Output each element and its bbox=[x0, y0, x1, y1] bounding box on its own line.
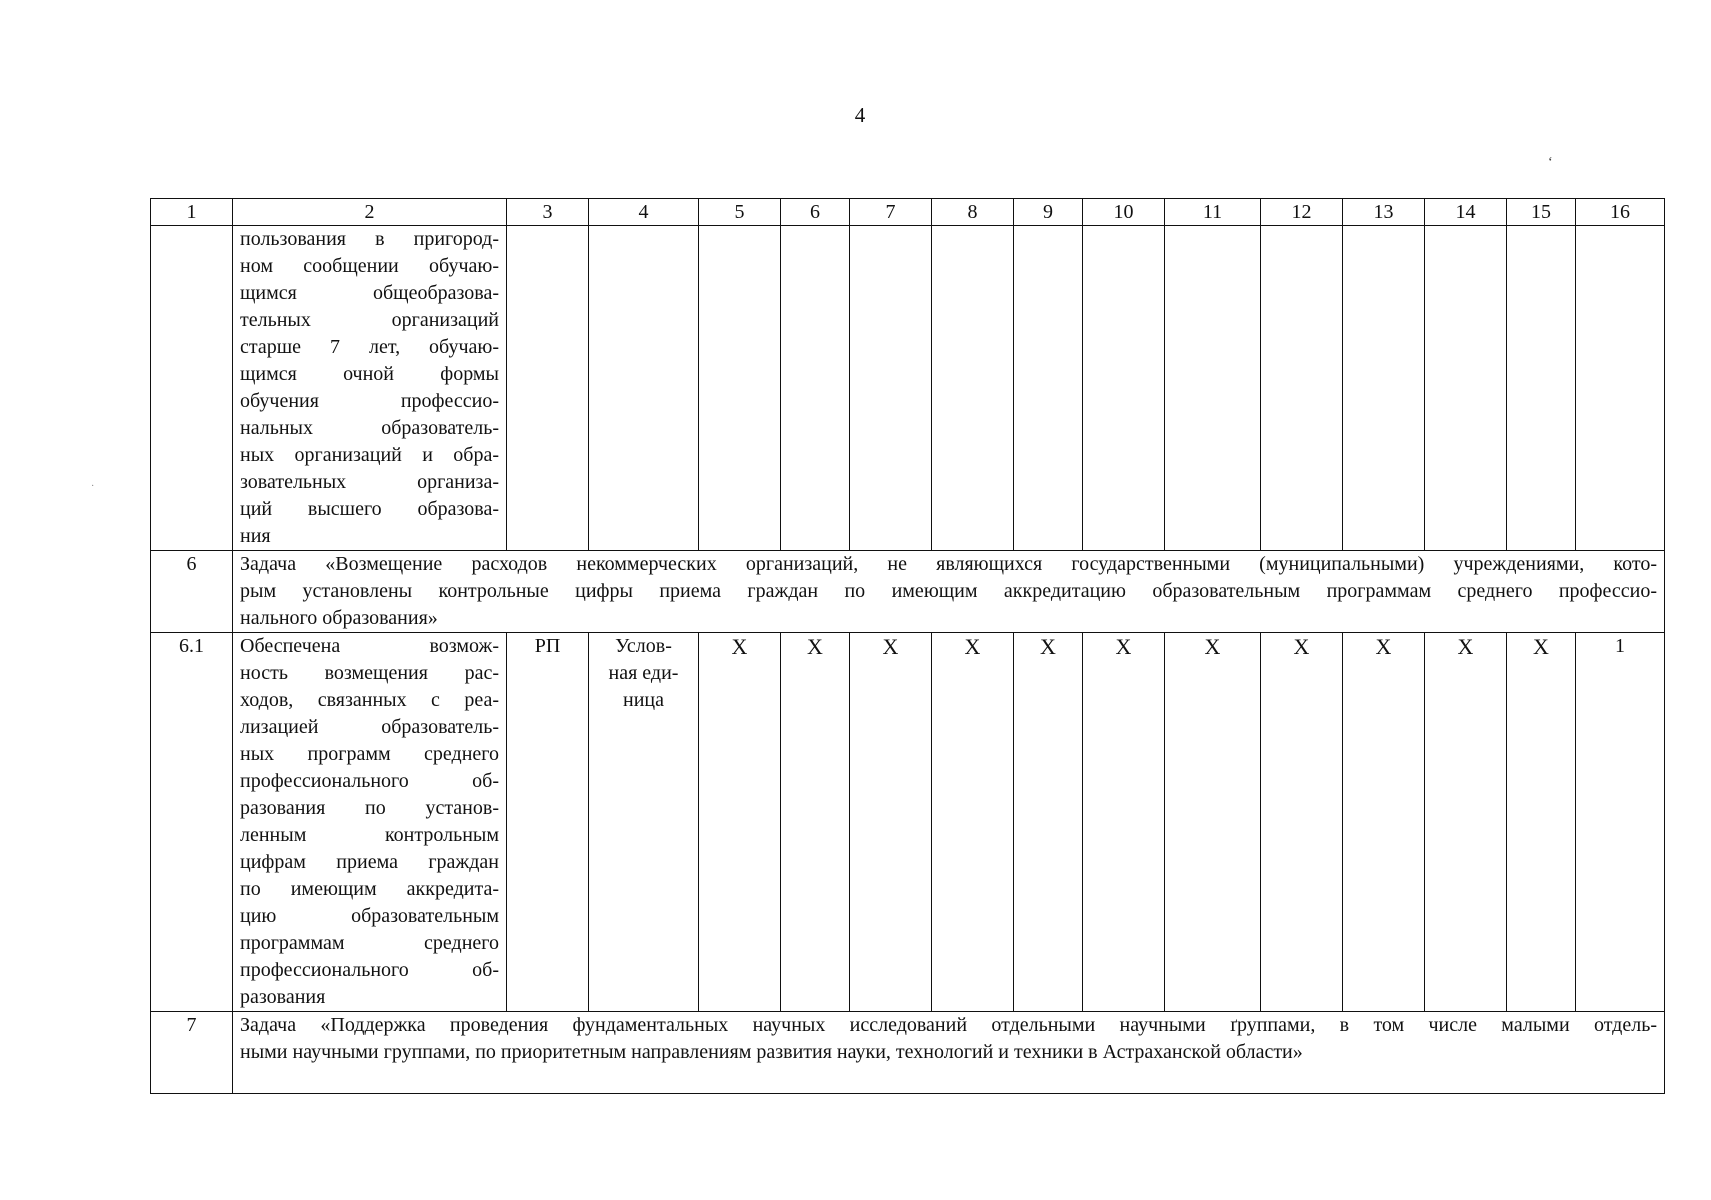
header-cell: 9 bbox=[1014, 199, 1083, 226]
empty-cell bbox=[1507, 226, 1576, 551]
plan-table bbox=[150, 198, 1665, 1094]
empty-cell bbox=[699, 226, 781, 551]
header-cell: 2 bbox=[233, 199, 507, 226]
text-line: зовательных организа- bbox=[240, 471, 499, 493]
text-line: ными научными группами, по приоритетным направлениям развития науки, технологий и техники в Астраханской области» bbox=[240, 1041, 1303, 1063]
mark-cell: Х bbox=[1343, 633, 1425, 1012]
mark-cell: Х bbox=[1261, 633, 1343, 1012]
header-cell: 14 bbox=[1425, 199, 1507, 226]
empty-cell bbox=[850, 226, 932, 551]
empty-cell bbox=[1425, 226, 1507, 551]
empty-cell bbox=[1576, 226, 1665, 551]
text-line: ном сообщении обучаю- bbox=[240, 255, 499, 277]
indicator-text-cell bbox=[233, 633, 507, 1012]
header-cell: 12 bbox=[1261, 199, 1343, 226]
header-cell: 7 bbox=[850, 199, 932, 226]
task-text-cell bbox=[233, 551, 1665, 633]
text-line: по имеющим аккредита- bbox=[240, 878, 499, 900]
text-line: профессионального об- bbox=[240, 770, 499, 792]
text-line: тельных организаций bbox=[240, 309, 499, 331]
text-line: программам среднего bbox=[240, 932, 499, 954]
header-cell: 6 bbox=[781, 199, 850, 226]
mark-cell: Х bbox=[699, 633, 781, 1012]
header-cell: 5 bbox=[699, 199, 781, 226]
text-line: ций высшего образова- bbox=[240, 498, 499, 520]
header-cell: 3 bbox=[507, 199, 589, 226]
empty-cell bbox=[932, 226, 1014, 551]
text-line: ходов, связанных с реа- bbox=[240, 689, 499, 711]
mark-cell: Х bbox=[850, 633, 932, 1012]
mark-cell: Х bbox=[1083, 633, 1165, 1012]
header-row bbox=[151, 199, 1665, 226]
value-cell: 1 bbox=[1576, 633, 1665, 1012]
text-line: Задача «Возмещение расходов некоммерческих организаций, не являющихся государственными (муниципальными) учреждениями, кото- bbox=[240, 553, 1657, 575]
text-line: ленным контрольным bbox=[240, 824, 499, 846]
text-line: разования bbox=[240, 986, 326, 1008]
empty-cell bbox=[589, 226, 699, 551]
unit-line: ная еди- bbox=[608, 662, 679, 684]
empty-cell bbox=[1165, 226, 1261, 551]
text-line: ных программ среднего bbox=[240, 743, 499, 765]
continuation-row bbox=[151, 226, 1665, 551]
text-line: нального образования» bbox=[240, 607, 438, 629]
row-number-cell bbox=[151, 226, 233, 551]
row-number-cell: 6 bbox=[151, 551, 233, 633]
unit-line: ница bbox=[623, 689, 664, 711]
mark-cell: Х bbox=[932, 633, 1014, 1012]
text-line: пользования в пригород- bbox=[240, 228, 499, 250]
text-line: обучения профессио- bbox=[240, 390, 499, 412]
header-cell: 13 bbox=[1343, 199, 1425, 226]
task-row bbox=[151, 551, 1665, 633]
header-cell: 1 bbox=[151, 199, 233, 226]
margin-mark: ʻ bbox=[1548, 155, 1553, 170]
unit-cell bbox=[589, 633, 699, 1012]
text-line: разования по установ- bbox=[240, 797, 499, 819]
header-cell: 4 bbox=[589, 199, 699, 226]
row-number-cell: 7 bbox=[151, 1012, 233, 1094]
page-number: 4 bbox=[854, 103, 866, 127]
task-row bbox=[151, 1012, 1665, 1094]
header-cell: 16 bbox=[1576, 199, 1665, 226]
empty-cell bbox=[1261, 226, 1343, 551]
text-line: профессионального об- bbox=[240, 959, 499, 981]
mark-cell: Х bbox=[1507, 633, 1576, 1012]
text-line: ния bbox=[240, 525, 271, 547]
text-line: старше 7 лет, обучаю- bbox=[240, 336, 499, 358]
text-line: щимся общеобразова- bbox=[240, 282, 499, 304]
text-line: Задача «Поддержка проведения фундаментальных научных исследований отдельными научными ґруппами, в том числе малыми отдель- bbox=[240, 1014, 1657, 1036]
indicator-row bbox=[151, 633, 1665, 1012]
empty-cell bbox=[1083, 226, 1165, 551]
empty-cell bbox=[507, 226, 589, 551]
text-line: ных организаций и обра- bbox=[240, 444, 499, 466]
text-line: Обеспечена возмож- bbox=[240, 635, 499, 657]
header-cell: 11 bbox=[1165, 199, 1261, 226]
header-cell: 8 bbox=[932, 199, 1014, 226]
stray-mark: · bbox=[91, 481, 95, 492]
text-line: цифрам приема граждан bbox=[240, 851, 499, 873]
text-line: цию образовательным bbox=[240, 905, 499, 927]
mark-cell: Х bbox=[1425, 633, 1507, 1012]
source-cell: РП bbox=[507, 633, 589, 1012]
empty-cell bbox=[781, 226, 850, 551]
indicator-text-cell bbox=[233, 226, 507, 551]
text-line: щимся очной формы bbox=[240, 363, 499, 385]
empty-cell bbox=[1343, 226, 1425, 551]
text-line: лизацией образователь- bbox=[240, 716, 499, 738]
header-cell: 10 bbox=[1083, 199, 1165, 226]
text-line: нальных образователь- bbox=[240, 417, 499, 439]
row-number-cell: 6.1 bbox=[151, 633, 233, 1012]
mark-cell: Х bbox=[781, 633, 850, 1012]
empty-cell bbox=[1014, 226, 1083, 551]
mark-cell: Х bbox=[1014, 633, 1083, 1012]
task-text-cell bbox=[233, 1012, 1665, 1094]
text-line: ность возмещения рас- bbox=[240, 662, 499, 684]
unit-line: Услов- bbox=[615, 635, 672, 657]
text-line: рым установлены контрольные цифры приема граждан по имеющим аккредитацию образовательным программам среднего профессио- bbox=[240, 580, 1657, 602]
mark-cell: Х bbox=[1165, 633, 1261, 1012]
header-cell: 15 bbox=[1507, 199, 1576, 226]
